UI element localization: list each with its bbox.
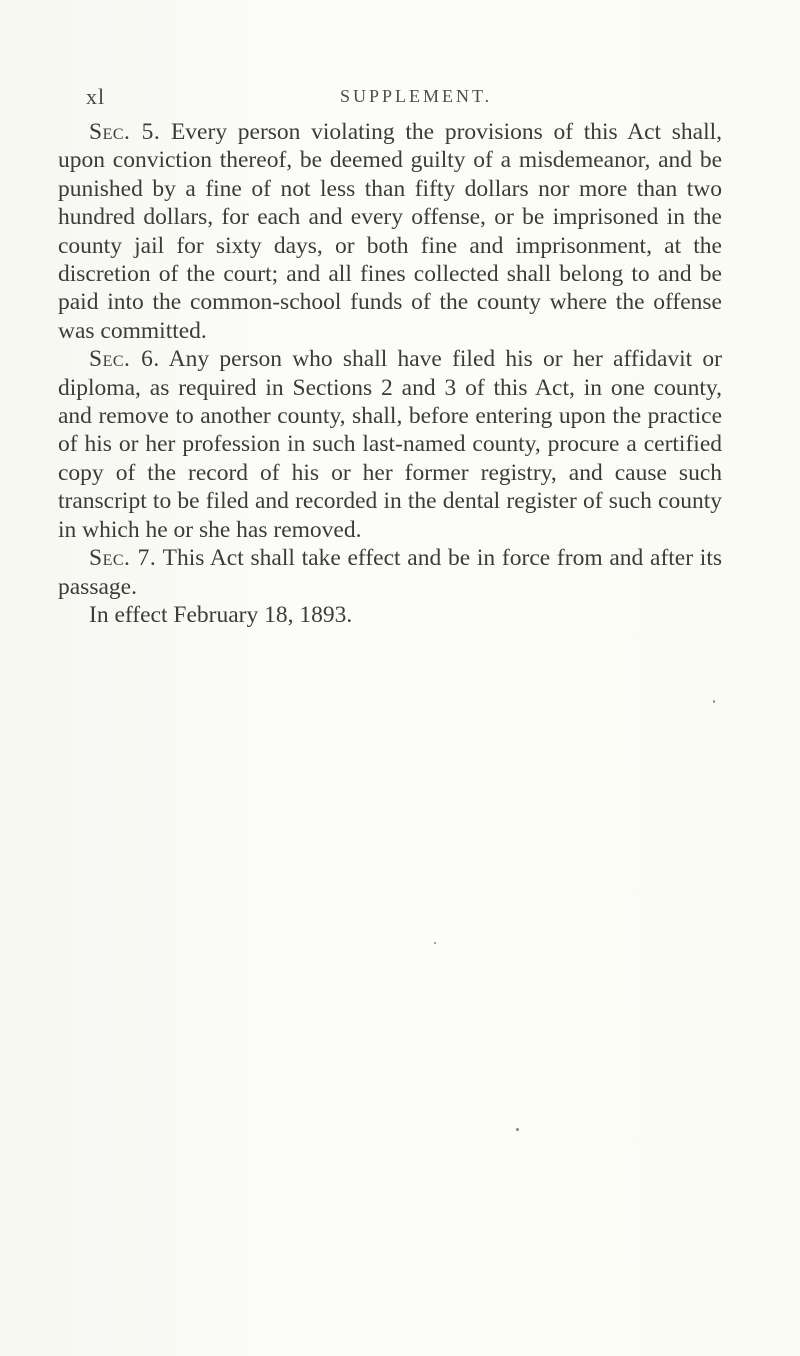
section-7-label: Sec. 7. <box>89 545 157 572</box>
section-7-text: This Act shall take effect and be in force from and after its passage. <box>58 545 723 600</box>
section-7-paragraph <box>58 544 722 601</box>
section-5-label: Sec. 5. <box>89 119 161 145</box>
section-6-label: Sec. 6. <box>89 346 160 373</box>
section-6-text: Any person who shall have filed his or her affidavit or diploma, as required in Sections 2 and 3 of this Act, in one county, and remove to another county, shall, before entering upon the practice of his or her profession in such last-named county, procure a certified copy of the record of his or her former registry, and cause such transcript to be filed and recorded in the dental register of such county in which he or she has removed. <box>58 346 722 543</box>
effective-date-note: In effect February 18, 1893. <box>89 601 353 628</box>
section-6-paragraph <box>58 345 722 544</box>
running-head <box>86 84 726 110</box>
ink-speck <box>713 700 715 703</box>
ink-speck <box>434 942 436 944</box>
page-number: xl <box>86 84 106 109</box>
section-5-paragraph <box>58 118 722 345</box>
body-text <box>58 118 722 629</box>
running-title: SUPPLEMENT. <box>340 86 493 106</box>
ink-speck <box>516 1128 519 1131</box>
section-5-text: Every person violating the provisions of this Act shall, upon conviction thereof, be deemed guilty of a misdemeanor, and be punished by a fine of not less than fifty dollars nor more than two hundred dollars, for each and every offense, or be imprisoned in the county jail for sixty days, or both fine and imprisonment, at the discretion of the court; and all fines collected shall belong to and be paid into the common-school funds of the county where the offense was committed. <box>58 119 723 344</box>
